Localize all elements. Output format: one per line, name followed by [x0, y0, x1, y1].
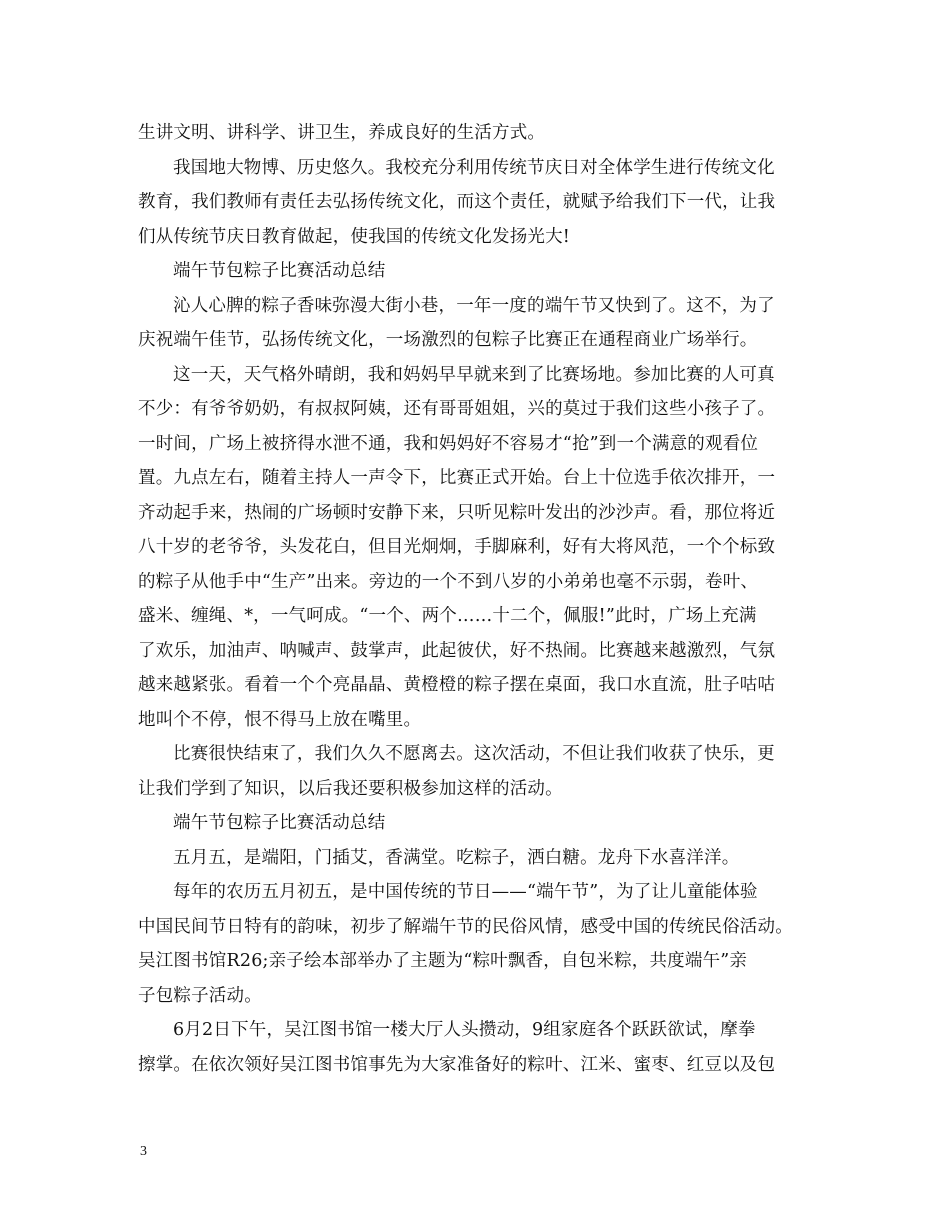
- text-line: 地叫个不停，恨不得马上放在嘴里。: [138, 709, 422, 730]
- text-line: 生讲文明、讲科学、讲卫生，养成良好的生活方式。: [138, 123, 546, 143]
- text-line: 沁人心脾的粽子香味弥漫大街小巷，一年一度的端午节又快到了。这不，为了: [173, 295, 775, 316]
- text-line: 6月2日下午，吴江图书馆一楼大厅人头攒动，9组家庭各个跃跃欲试，摩拳: [173, 1020, 756, 1040]
- text-line: 置。九点左右，随着主持人一声令下，比赛正式开始。台上十位选手依次排开，一: [138, 468, 776, 488]
- text-line: 中国民间节日特有的韵味，初步了解端午节的民俗风情，感受中国的传统民俗活动。: [138, 916, 793, 937]
- text-line: 一时间，广场上被挤得水泄不通，我和妈妈好不容易才“抢”到一个满意的观看位: [138, 433, 759, 454]
- text-line: 子包粽子活动。: [138, 985, 262, 1006]
- text-line: 每年的农历五月初五，是中国传统的节日——“端午节”，为了让儿童能体验: [173, 882, 758, 902]
- text-line: 比赛很快结束了，我们久久不愿离去。这次活动，不但让我们收获了快乐，更: [173, 744, 775, 764]
- text-line: 吴江图书馆R26;亲子绘本部举办了主题为“粽叶飘香，自包米粽，共度端午”亲: [138, 951, 748, 971]
- text-line: 们从传统节庆日教育做起，使我国的传统文化发扬光大!: [138, 226, 571, 247]
- document-body: [138, 116, 813, 1082]
- section-heading: 端午节包粽子比赛活动总结: [173, 261, 386, 281]
- text-line: 了欢乐，加油声、呐喊声、鼓掌声，此起彼伏，好不热闹。比赛越来越激烈，气氛: [138, 640, 776, 661]
- text-line: 教育，我们教师有责任去弘扬传统文化，而这个责任，就赋予给我们下一代，让我: [138, 192, 776, 212]
- text-line: 不少：有爷爷奶奶，有叔叔阿姨，还有哥哥姐姐，兴的莫过于我们这些小孩子了。: [138, 399, 776, 419]
- text-line: 越来越紧张。看着一个个亮晶晶、黄橙橙的粽子摆在桌面，我口水直流，肚子咕咕: [138, 675, 776, 695]
- text-line: 五月五，是端阳，门插艾，香满堂。吃粽子，洒白糖。龙舟下水喜洋洋。: [173, 847, 740, 868]
- text-line: 我国地大物博、历史悠久。我校充分利用传统节庆日对全体学生进行传统文化: [173, 157, 775, 178]
- text-line: 这一天，天气格外晴朗，我和妈妈早早就来到了比赛场地。参加比赛的人可真: [173, 364, 775, 385]
- text-line: 的粽子从他手中“生产”出来。旁边的一个不到八岁的小弟弟也毫不示弱，卷叶、: [138, 571, 759, 592]
- text-line: 齐动起手来，热闹的广场顿时安静下来，只听见粽叶发出的沙沙声。看，那位将近: [138, 502, 776, 523]
- text-line: 擦掌。在依次领好吴江图书馆事先为大家准备好的粽叶、江米、蜜枣、红豆以及包: [138, 1054, 776, 1075]
- page-number: 3: [140, 1144, 147, 1159]
- text-line: 八十岁的老爷爷，头发花白，但目光炯炯，手脚麻利，好有大将风范，一个个标致: [138, 537, 776, 557]
- section-heading: 端午节包粽子比赛活动总结: [173, 813, 386, 833]
- text-line: 让我们学到了知识，以后我还要积极参加这样的活动。: [138, 778, 563, 799]
- text-line: 庆祝端午佳节，弘扬传统文化，一场激烈的包粽子比赛正在通程商业广场举行。: [138, 330, 758, 350]
- text-line: 盛米、缠绳、*，一气呵成。“一个、两个……十二个，佩服!”此时，广场上充满: [138, 606, 757, 626]
